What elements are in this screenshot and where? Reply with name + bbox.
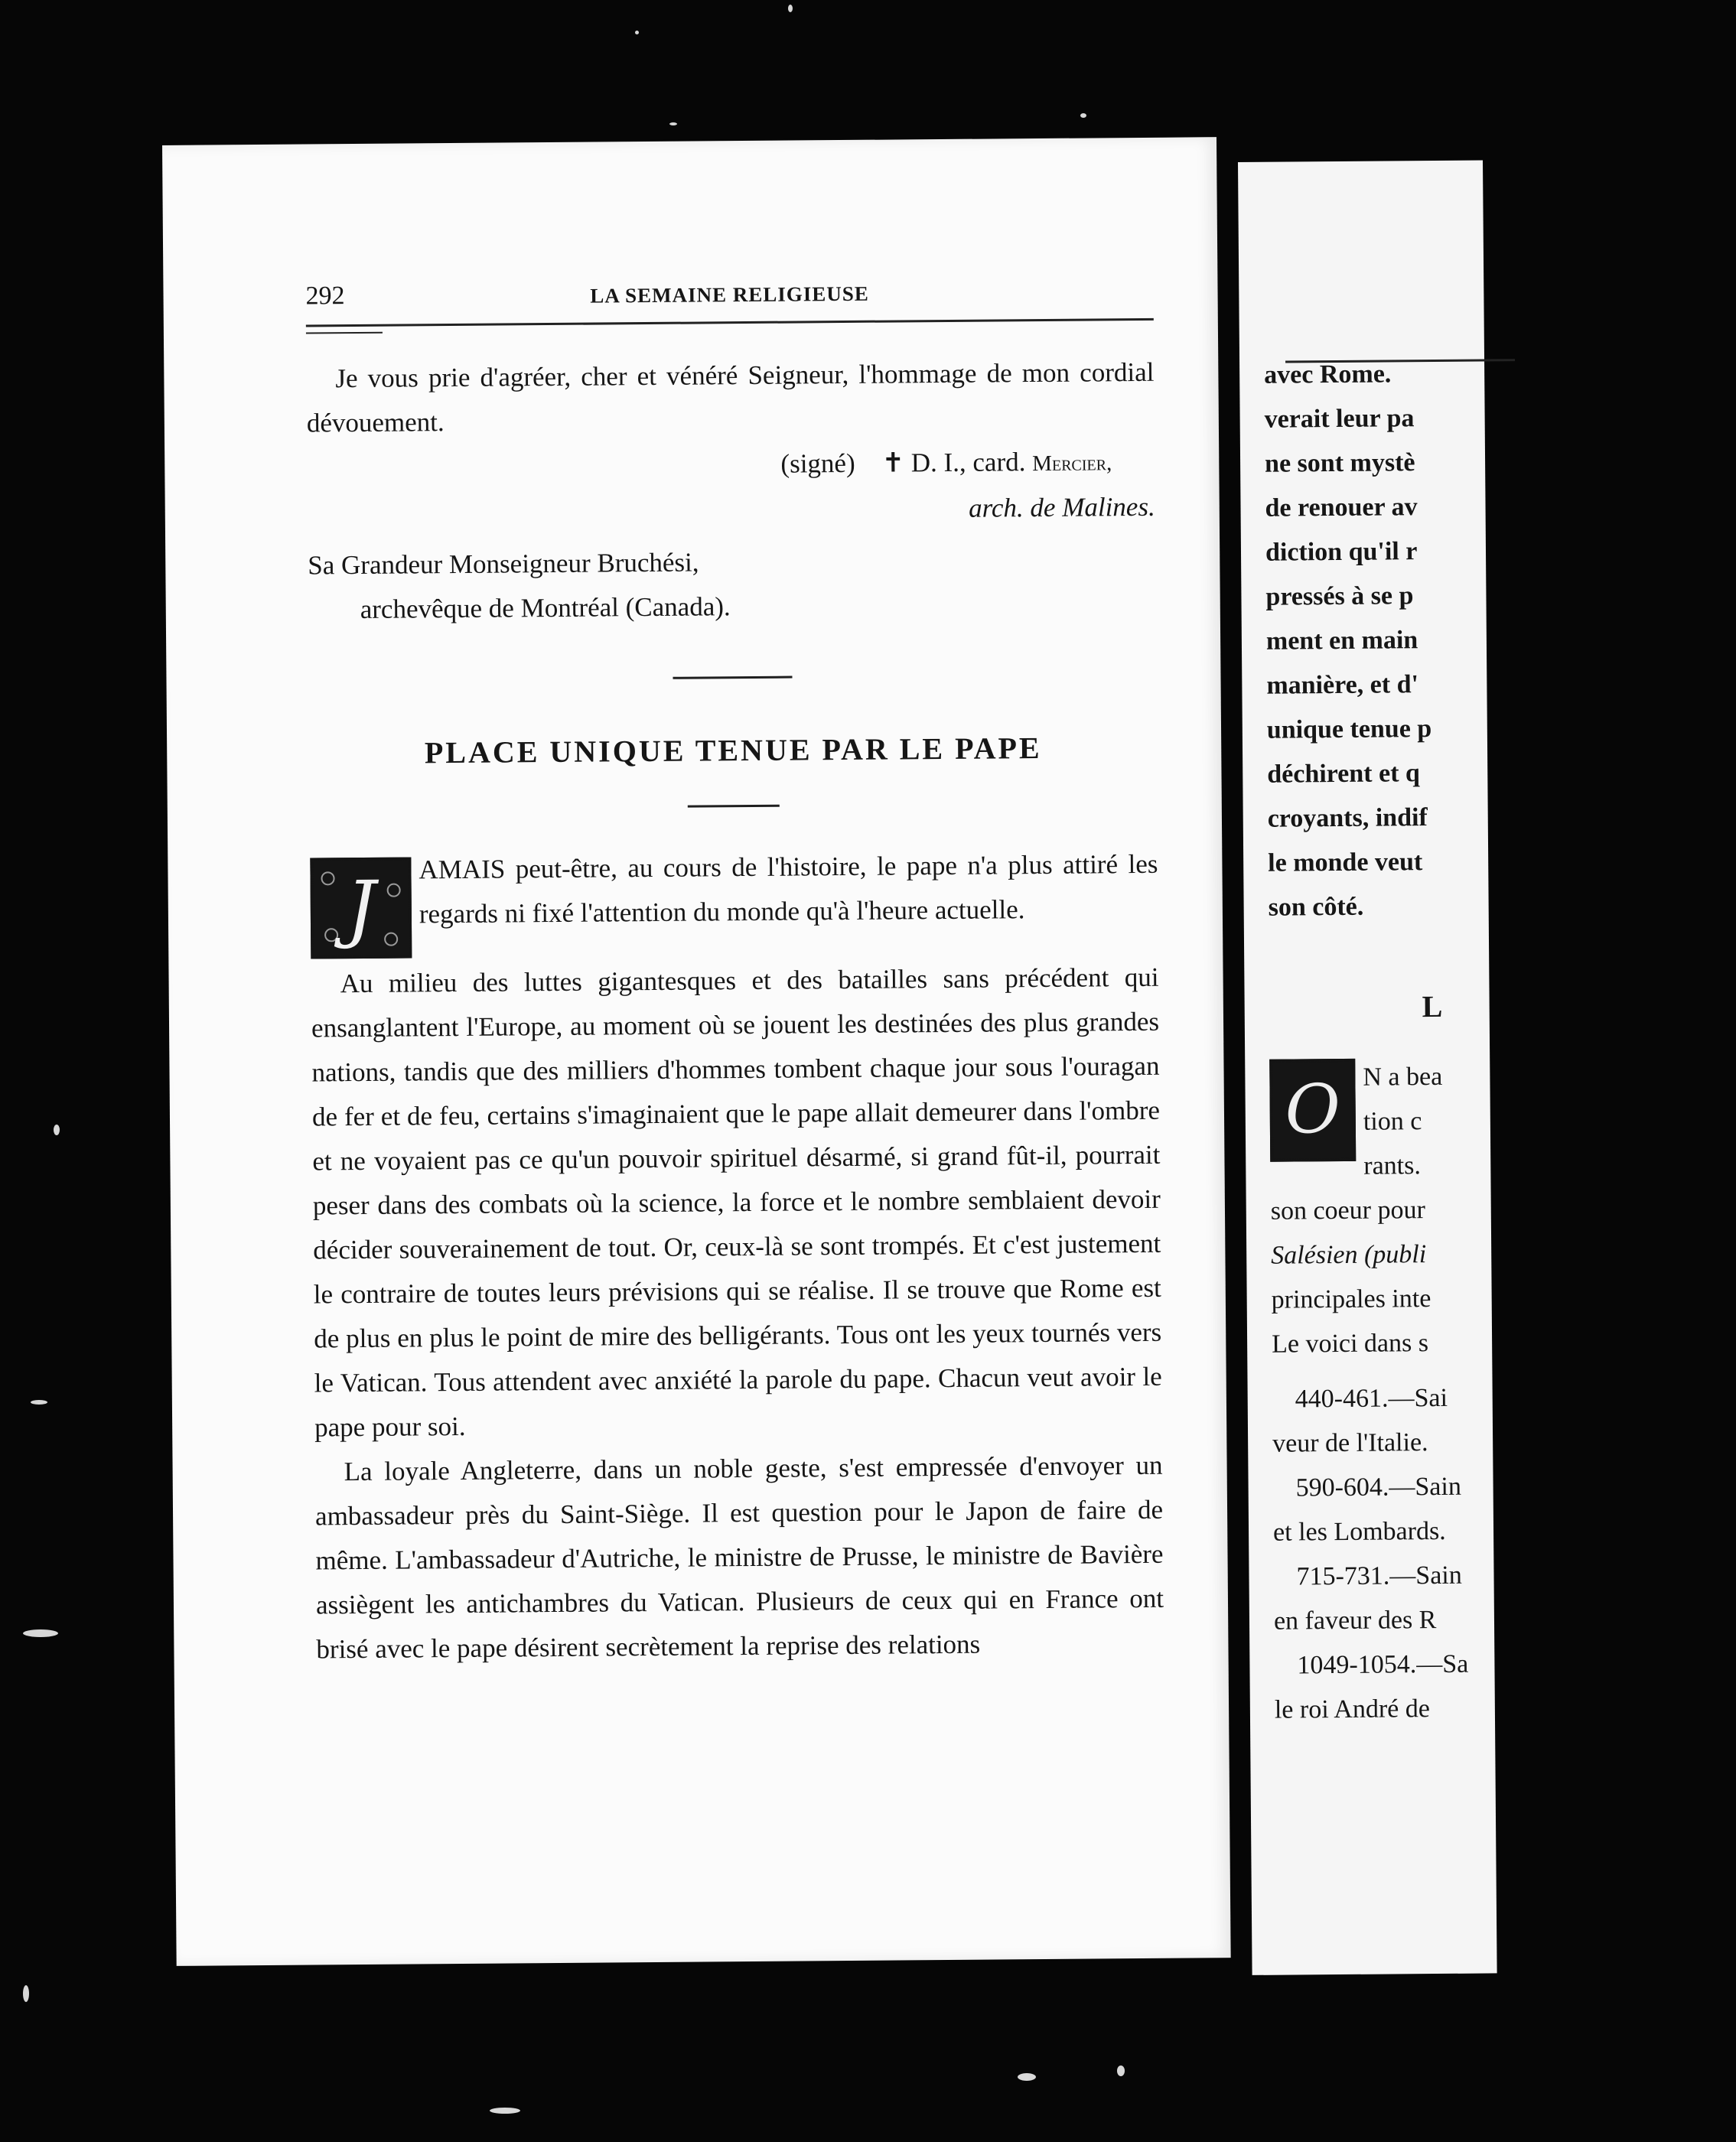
paragraph-2: Au milieu des luttes gigantesques et des batailles sans précédent qui ensanglantent l'Europe, au moment où se jouent les destinées des plus grandes nations, tandis que des milliers d'hommes tombent chaque jour sous l'ouragan de fer et de feu, certains s'imaginaient que le pape allait demeurer dans l'ombre et ne voyaient pas ce qu'un pouvoir spirituel désarmé, si grand fût-il, pourrait peser dans des combats où la science, la force et le nombre semblaient devoir décider souverainement de tout. Or, ceux-là se sont trompés. Et c'est justement le contraire de toutes leurs prévisions qui se réalise. Il se trouve que Rome est de plus en plus le point de mire des belligérants. Tous ont les yeux tournés vers le Vatican. Tous attendent avec anxiété la parole du pape. Chacun veut avoir le pape pour soi. [311, 962, 1162, 1443]
right-text-line: veur de l'Italie. [1272, 1428, 1428, 1458]
header-rule [306, 318, 1154, 327]
right-text-line: diction qu'il r [1265, 537, 1418, 567]
right-text-line: manière, et d' [1266, 670, 1419, 700]
right-page-content [1264, 350, 1734, 1733]
first-paragraph [310, 842, 1158, 962]
right-text-line: Le voici dans s [1271, 1329, 1429, 1359]
paragraph-1: AMAIS peut-être, au cours de l'histoire, le pape n'a plus attiré les regards ni fixé l'attention du monde qu'à l'heure actuelle. [419, 848, 1158, 929]
title-divider [688, 805, 780, 808]
signed-label: (signé) [780, 448, 855, 479]
scan-speck [23, 1985, 29, 2002]
right-text-line: verait leur pa [1264, 404, 1415, 434]
signatory-name: Mercier, [1032, 451, 1112, 477]
right-bottom-lines [1271, 1186, 1734, 1733]
right-text-line: de renouer av [1265, 493, 1418, 522]
scan-speck [635, 31, 639, 34]
right-text-line: N a bea [1363, 1062, 1443, 1092]
right-drop-cap-letter: O [1285, 1069, 1341, 1149]
header-rule-short [306, 332, 383, 334]
right-text-line: 1049-1054.—Sa [1297, 1649, 1469, 1680]
left-page [162, 137, 1231, 1966]
scan-speck [23, 1629, 58, 1637]
right-text-line: en faveur des R [1273, 1606, 1437, 1636]
right-text-line: ne sont mystè [1264, 448, 1415, 478]
scan-speck [669, 122, 677, 125]
addressee-line-2: archevêque de Montréal (Canada). [360, 591, 731, 624]
scan-speck [788, 5, 793, 12]
signatory-prefix: D. I., card. [910, 447, 1026, 478]
closing-paragraph: Je vous prie d'agréer, cher et vénéré Seigneur, l'hommage de mon cordial dévouement. [306, 356, 1155, 438]
right-text-line: le monde veut [1268, 848, 1423, 877]
left-page-content [305, 275, 1164, 1672]
right-text-line: le roi André de [1274, 1694, 1431, 1724]
drop-cap-ornament [310, 857, 412, 959]
scan-speck [490, 2108, 520, 2114]
right-text-line: tion c [1363, 1107, 1422, 1136]
scan-speck [1018, 2073, 1036, 2081]
scan-speck [54, 1125, 60, 1135]
right-top-lines [1264, 350, 1728, 930]
drop-cap-letter: J [346, 864, 376, 952]
right-text-line: et les Lombards. [1272, 1516, 1446, 1547]
right-text-line: ment en main [1265, 626, 1418, 656]
right-text-line: son coeur pour [1270, 1196, 1425, 1226]
article-title: PLACE UNIQUE TENUE PAR LE PAPE [424, 730, 1042, 770]
right-text-line: Salésien (publi [1271, 1240, 1427, 1270]
right-text-line: 440-461.—Sai [1295, 1383, 1448, 1414]
right-text-line: 715-731.—Sain [1296, 1561, 1462, 1591]
right-text-line: son côté. [1268, 892, 1364, 922]
right-text-line: croyants, indif [1267, 803, 1428, 833]
right-text-line: 590-604.—Sain [1295, 1472, 1462, 1502]
scan-speck [1117, 2066, 1125, 2076]
right-drop-cap-ornament [1269, 1059, 1356, 1162]
running-title: LA SEMAINE RELIGIEUSE [590, 282, 869, 308]
section-divider [673, 676, 792, 679]
right-page [1238, 160, 1497, 1974]
right-section-title: L [1422, 988, 1443, 1024]
addressee-line-1: Sa Grandeur Monseigneur Bruchési, [308, 547, 699, 581]
right-text-line: principales inte [1271, 1284, 1431, 1314]
right-text-line: pressés à se p [1265, 581, 1414, 611]
right-dropcap-paragraph [1269, 1053, 1729, 1190]
cross-icon: ✝ [881, 448, 905, 478]
scan-speck [1080, 113, 1086, 118]
paragraph-3: La loyale Angleterre, dans un noble geste, s'est empressée d'envoyer un ambassadeur près du Saint-Siège. Il est question pour le Japon de faire de même. L'ambassadeur d'Autriche, le ministre de Prusse, le ministre de Bavière assiègent les antichambres du Vatican. Plusieurs de ceux qui en France ont brisé avec le pape désirent secrètement la reprise des relations [314, 1450, 1164, 1665]
page-number: 292 [305, 282, 345, 311]
right-text-line: avec Rome. [1264, 360, 1392, 389]
right-text-line: rants. [1363, 1151, 1422, 1180]
running-header [305, 275, 1153, 322]
signatory-title: arch. de Malines. [968, 491, 1155, 523]
right-text-line: unique tenue p [1266, 715, 1432, 744]
right-text-line: déchirent et q [1267, 759, 1421, 789]
signature-line [307, 439, 1155, 492]
scan-speck [31, 1400, 47, 1405]
